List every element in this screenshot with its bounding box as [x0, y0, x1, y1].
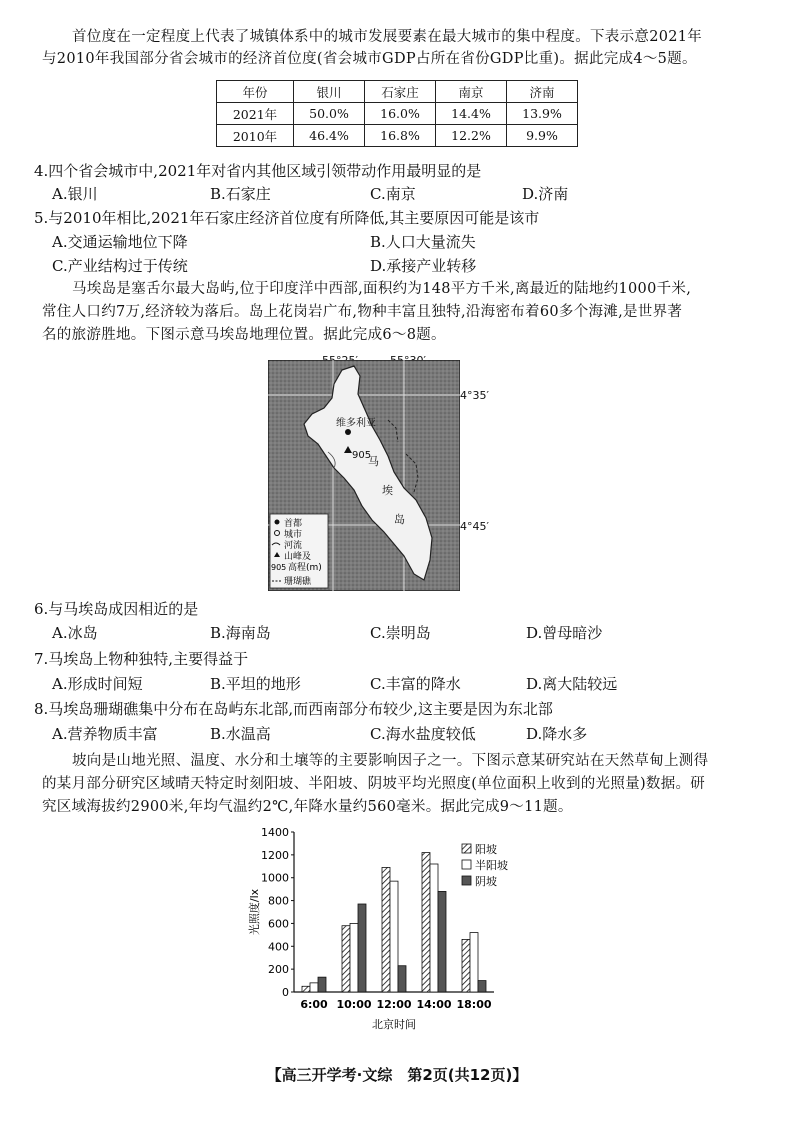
bar — [318, 977, 326, 992]
peak-height-label: 905 — [352, 450, 372, 461]
question-4-stem: 4.四个省会城市中,2021年对省内其他区域引领带动作用最明显的是 — [34, 162, 482, 180]
capital-marker — [345, 429, 351, 435]
bar — [382, 867, 390, 992]
y-tick-label: 600 — [268, 917, 289, 931]
table-cell: 14.4% — [436, 103, 507, 125]
legend-label: 半阳坡 — [475, 859, 508, 872]
question-7-option-b[interactable]: B.平坦的地形 — [210, 675, 301, 693]
legend-label: 阴坡 — [475, 875, 497, 888]
table-header-row — [217, 81, 578, 103]
x-tick-label: 10:00 — [336, 998, 372, 1011]
table-row — [217, 125, 578, 147]
question-6-option-c[interactable]: C.崇明岛 — [370, 624, 431, 642]
y-tick-label: 0 — [282, 986, 289, 999]
intro-line-1: 首位度在一定程度上代表了城镇体系中的城市发展要素在最大城市的集中程度。下表示意2021年 — [72, 29, 703, 45]
question-8-option-a[interactable]: A.营养物质丰富 — [52, 725, 158, 743]
bar — [342, 926, 350, 992]
x-tick-label: 6:00 — [300, 998, 328, 1011]
intro-3-line-3: 究区域海拔约2900米,年均气温约2℃,年降水量约560毫米。据此完成9～11题。 — [42, 799, 573, 815]
y-tick-label: 1200 — [261, 848, 289, 862]
bar — [390, 881, 398, 992]
capital-label: 维多利亚 — [336, 418, 376, 429]
y-tick-label: 1000 — [261, 871, 289, 885]
legend-coral: 珊瑚礁 — [284, 577, 312, 587]
table-cell: 50.0% — [294, 103, 365, 125]
question-4-option-a[interactable]: A.银川 — [52, 185, 98, 203]
bar — [470, 933, 478, 992]
table-cell: 46.4% — [294, 125, 365, 147]
table-row — [217, 103, 578, 125]
gdp-primacy-table — [216, 80, 578, 147]
question-6-option-a[interactable]: A.冰岛 — [52, 624, 98, 642]
y-tick-label: 400 — [268, 940, 289, 954]
question-8-option-c[interactable]: C.海水盐度较低 — [370, 725, 476, 743]
table-cell: 石家庄 — [365, 81, 436, 103]
mahe-island-map — [268, 360, 460, 591]
table-cell: 2010年 — [217, 125, 294, 147]
table-cell: 12.2% — [436, 125, 507, 147]
legend-elevation: 高程(m) — [288, 563, 322, 573]
question-4-option-b[interactable]: B.石家庄 — [210, 185, 271, 203]
bar — [462, 939, 470, 992]
table-cell: 南京 — [436, 81, 507, 103]
intro-3-line-2: 的某月部分研究区域晴天特定时刻阳坡、半阳坡、阴坡平均光照度(单位面积上收到的光照量)数据。研 — [42, 776, 706, 792]
question-8-stem: 8.马埃岛珊瑚礁集中分布在岛屿东北部,而西南部分布较少,这主要是因为东北部 — [34, 700, 553, 718]
question-6-option-b[interactable]: B.海南岛 — [210, 624, 271, 642]
legend-peak-number: 905 — [271, 563, 287, 572]
bar — [398, 966, 406, 992]
question-7-option-d[interactable]: D.离大陆较远 — [526, 675, 618, 693]
question-7-option-a[interactable]: A.形成时间短 — [52, 675, 143, 693]
question-6-stem: 6.与马埃岛成因相近的是 — [34, 600, 199, 618]
bar — [430, 864, 438, 992]
intro-3-line-1: 坡向是山地光照、温度、水分和土壤等的主要影响因子之一。下图示意某研究站在天然草甸上测得 — [72, 753, 709, 769]
legend-river: 河流 — [284, 541, 303, 551]
legend-swatch — [462, 876, 471, 885]
intro-2-line-2: 常住人口约7万,经济较为落后。岛上花岗岩广布,物种丰富且独特,沿海密布着60多个海滩,是世界著 — [42, 304, 683, 320]
table-cell: 9.9% — [507, 125, 578, 147]
legend-peak: 山峰及 — [284, 552, 312, 562]
table-cell: 16.8% — [365, 125, 436, 147]
table-cell: 年份 — [217, 81, 294, 103]
bar — [422, 853, 430, 992]
question-8-option-d[interactable]: D.降水多 — [526, 725, 588, 743]
question-5-stem: 5.与2010年相比,2021年石家庄经济首位度有所降低,其主要原因可能是该市 — [34, 209, 540, 227]
x-tick-label: 12:00 — [376, 998, 412, 1011]
intro-2-line-1: 马埃岛是塞舌尔最大岛屿,位于印度洋中西部,面积约为148平方千米,离最近的陆地约1000千米, — [72, 281, 692, 297]
question-5-option-d[interactable]: D.承接产业转移 — [370, 257, 477, 275]
table-cell: 13.9% — [507, 103, 578, 125]
island-name-char: 埃 — [382, 484, 393, 497]
island-name-char: 马 — [368, 455, 379, 468]
question-7-option-c[interactable]: C.丰富的降水 — [370, 675, 461, 693]
legend-city: 城市 — [284, 530, 303, 540]
bar — [438, 891, 446, 992]
x-tick-label: 14:00 — [416, 998, 452, 1011]
legend-swatch — [462, 860, 471, 869]
question-4-option-d[interactable]: D.济南 — [522, 185, 569, 203]
illuminance-bar-chart — [240, 822, 540, 1040]
table-cell: 16.0% — [365, 103, 436, 125]
question-6-option-d[interactable]: D.曾母暗沙 — [526, 624, 603, 642]
bar — [302, 986, 310, 992]
bar — [478, 981, 486, 992]
bar — [310, 983, 318, 992]
legend-label: 阳坡 — [475, 843, 497, 856]
table-cell: 银川 — [294, 81, 365, 103]
intro-line-2: 与2010年我国部分省会城市的经济首位度(省会城市GDP占所在省份GDP比重)。据此完成4～5题。 — [42, 51, 697, 67]
question-5-option-c[interactable]: C.产业结构过于传统 — [52, 257, 188, 275]
bar — [358, 904, 366, 992]
question-7-stem: 7.马埃岛上物种独特,主要得益于 — [34, 650, 249, 668]
map-lat-label: 4°35′ — [460, 389, 489, 402]
table-cell: 济南 — [507, 81, 578, 103]
legend-capital: 首都 — [284, 519, 303, 529]
legend-swatch — [462, 844, 471, 853]
question-5-option-b[interactable]: B.人口大量流失 — [370, 233, 476, 251]
page-footer: 【高三开学考·文综 第2页(共12页)】 — [266, 1066, 528, 1084]
question-5-option-a[interactable]: A.交通运输地位下降 — [52, 233, 188, 251]
question-8-option-b[interactable]: B.水温高 — [210, 725, 271, 743]
y-tick-label: 1400 — [261, 826, 289, 839]
island-name-char: 岛 — [394, 513, 405, 526]
bar — [350, 923, 358, 992]
table-cell: 2021年 — [217, 103, 294, 125]
y-axis-label: 光照度/lx — [248, 888, 261, 936]
map-lat-label: 4°45′ — [460, 520, 489, 533]
y-tick-label: 800 — [268, 894, 289, 908]
x-axis-label: 北京时间 — [372, 1018, 416, 1031]
x-tick-label: 18:00 — [456, 998, 492, 1011]
question-4-option-c[interactable]: C.南京 — [370, 185, 416, 203]
y-tick-label: 200 — [268, 963, 289, 977]
intro-2-line-3: 名的旅游胜地。下图示意马埃岛地理位置。据此完成6～8题。 — [42, 327, 446, 343]
